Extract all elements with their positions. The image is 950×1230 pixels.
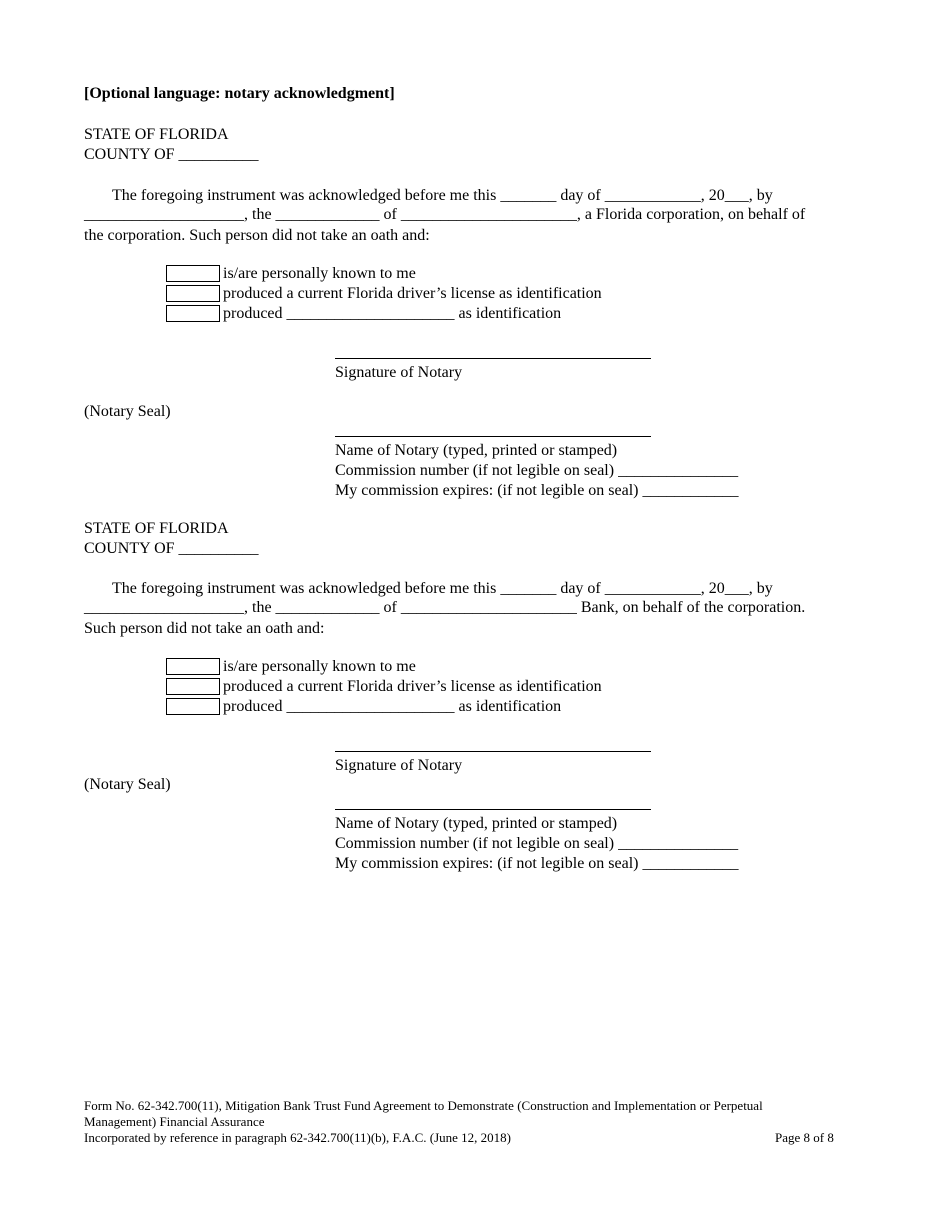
acknowledgment-paragraph-line-3: the corporation. Such person did not take an oath and: [84,227,430,244]
acknowledgment-paragraph-line-2: ____________________, the _____________ of ______________________, a Florida corporation, on behalf of [84,206,806,223]
checkbox-other-identification[interactable] [166,305,220,322]
commission-number-label: Commission number (if not legible on seal) _______________ [335,835,739,852]
state-label: STATE OF FLORIDA [84,126,229,143]
option-personally-known: is/are personally known to me [223,658,416,675]
checkbox-personally-known[interactable] [166,265,220,282]
notary-name-line [335,809,651,810]
option-drivers-license: produced a current Florida driver’s license as identification [223,285,602,302]
option-other-identification: produced _____________________ as identification [223,305,562,322]
footer-form-line-2: Management) Financial Assurance [84,1114,265,1129]
signature-label: Signature of Notary [335,757,463,774]
section-heading: [Optional language: notary acknowledgment] [84,85,395,102]
commission-number-label: Commission number (if not legible on seal) _______________ [335,462,739,479]
acknowledgment-paragraph-line-1: The foregoing instrument was acknowledged before me this _______ day of ____________, 20___, by [112,187,773,204]
signature-label: Signature of Notary [335,364,463,381]
notary-name-label: Name of Notary (typed, printed or stamped) [335,442,618,459]
commission-expires-label: My commission expires: (if not legible on seal) ____________ [335,482,739,499]
checkbox-drivers-license[interactable] [166,285,220,302]
option-drivers-license: produced a current Florida driver’s license as identification [223,678,602,695]
checkbox-drivers-license[interactable] [166,678,220,695]
notary-name-line [335,436,651,437]
acknowledgment-paragraph-line-2: ____________________, the _____________ of ______________________ Bank, on behalf of the corporation. [84,599,806,616]
state-label: STATE OF FLORIDA [84,520,229,537]
option-other-identification: produced _____________________ as identification [223,698,562,715]
footer-incorporated-by-reference: Incorporated by reference in paragraph 62-342.700(11)(b), F.A.C. (June 12, 2018) [84,1130,511,1145]
page-number: Page 8 of 8 [775,1130,834,1145]
signature-line [335,751,651,752]
option-personally-known: is/are personally known to me [223,265,416,282]
notary-seal-label: (Notary Seal) [84,403,171,420]
county-label: COUNTY OF __________ [84,146,259,163]
acknowledgment-paragraph-line-1: The foregoing instrument was acknowledged before me this _______ day of ____________, 20___, by [112,580,773,597]
commission-expires-label: My commission expires: (if not legible on seal) ____________ [335,855,739,872]
acknowledgment-paragraph-line-3: Such person did not take an oath and: [84,620,325,637]
notary-name-label: Name of Notary (typed, printed or stamped) [335,815,618,832]
county-label: COUNTY OF __________ [84,540,259,557]
signature-line [335,358,651,359]
notary-seal-label: (Notary Seal) [84,776,171,793]
checkbox-other-identification[interactable] [166,698,220,715]
checkbox-personally-known[interactable] [166,658,220,675]
footer-form-line-1: Form No. 62-342.700(11), Mitigation Bank Trust Fund Agreement to Demonstrate (Construction and Implementation or Perpetual [84,1098,763,1113]
